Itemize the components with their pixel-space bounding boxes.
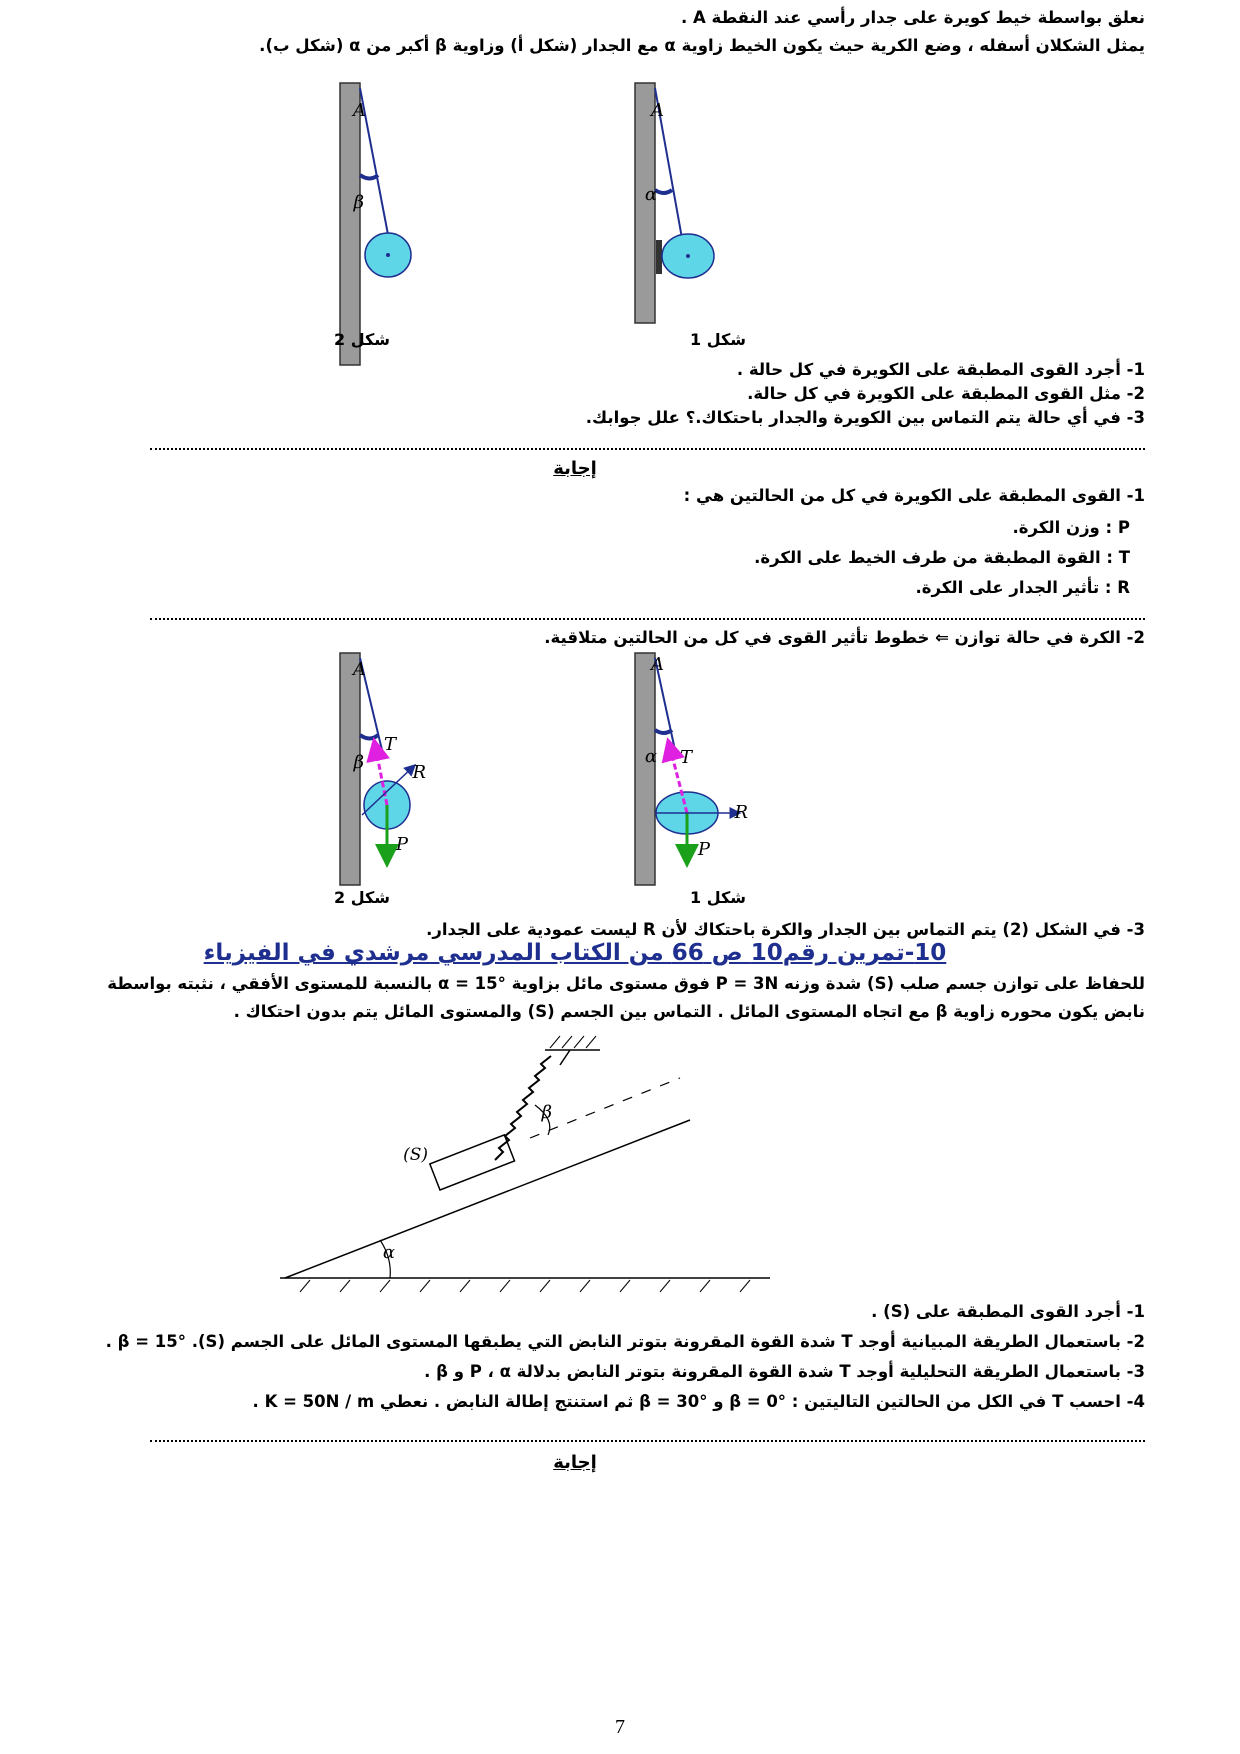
answer1-weight: P : وزن الكرة. (1012, 518, 1130, 537)
figure-1-forces (635, 653, 748, 885)
page-number: 7 (615, 1716, 625, 1738)
fig1a-vec-R: R (734, 802, 748, 823)
answer1-intro: 1- القوى المطبقة على الكويرة في كل من الحالتين هي : (683, 486, 1145, 505)
spring-beta: β (541, 1102, 552, 1123)
fig2a-caption: شكل 2 (334, 888, 391, 907)
figure-answer-pair (330, 650, 790, 920)
fig1a-vec-P: P (697, 839, 710, 860)
question-3: 3- في أي حالة يتم التماس بين الكويرة والجدار باحتكاك.؟ علل جوابك. (585, 408, 1145, 427)
figure-2-forces (340, 653, 426, 885)
fig1-label-A: A (651, 100, 664, 121)
figure-1-ball-on-wall (635, 83, 714, 323)
exercise-line-2: نابض يكون محوره زاوية β مع اتجاه المستوى المائل . التماس بين الجسم (S) والمستوى المائل يتم بدون احتكاك . (233, 1002, 1145, 1021)
fig2-caption: شكل 2 (334, 330, 391, 349)
answer3-text: 3- في الشكل (2) يتم التماس بين الجدار والكرة باحتكاك لأن R ليست عمودية على الجدار. (426, 920, 1145, 939)
fig2-label-A: A (353, 100, 366, 121)
exercise-q2: 2- باستعمال الطريقة المبيانية أوجد T شدة القوة المقرونة بتوتر النابض التي يطبقها المستوى المائل على الجسم (S). β = 15° . (105, 1332, 1145, 1351)
exercise-q4: 4- احسب T في الكل من الحالتين التاليتين : β = 0° و β = 30° ثم استنتج إطالة النابض . نعطي K = 50N / m . (252, 1392, 1145, 1411)
figure-2-ball-on-wall (340, 83, 411, 365)
incline-alpha: α (382, 1242, 395, 1263)
fig1a-label-A: A (651, 654, 664, 675)
fig1-label-alpha: α (644, 184, 657, 205)
answer1-reaction: R : تأثير الجدار على الكرة. (915, 578, 1130, 597)
answer-heading-1: إجابة (553, 458, 597, 479)
exercise-q3: 3- باستعمال الطريقة التحليلية أوجد T شدة القوة المقرونة بتوتر النابض بدلالة P ، α و β . (424, 1362, 1145, 1381)
fig2a-vec-T: T (383, 734, 396, 755)
separator-dots (150, 1440, 1145, 1442)
exercise-q1: 1- أجرد القوى المطبقة على (S) . (871, 1302, 1145, 1321)
fig1a-caption: شكل 1 (690, 888, 747, 907)
fig1a-vec-T: T (679, 747, 692, 768)
fig1a-label-alpha: α (644, 746, 657, 767)
intro-line-1: نعلق بواسطة خيط كويرة على جدار رأسي عند النقطة A . (681, 8, 1145, 27)
fig1-caption: شكل 1 (690, 330, 747, 349)
intro-line-2: يمثل الشكلان أسفله ، وضع الكرية حيث يكون الخيط زاوية α مع الجدار (شكل أ) وزاوية β أكبر من α (شكل ب). (259, 36, 1145, 55)
fig2a-vec-R: R (412, 762, 426, 783)
fig2a-label-A: A (353, 659, 366, 680)
question-1: 1- أجرد القوى المطبقة على الكويرة في كل حالة . (736, 360, 1145, 379)
fig2a-vec-P: P (395, 834, 408, 855)
exercise-line-1: للحفاظ على توازن جسم صلب (S) شدة وزنه P = 3N فوق مستوى مائل بزاوية α = 15° بالنسبة للمستوى الأفقي ، نثبته بواسطة (107, 974, 1145, 993)
answer1-tension: T : القوة المطبقة من طرف الخيط على الكرة. (754, 548, 1130, 567)
separator-dots (150, 448, 1145, 450)
exercise-title: 10-تمرين رقم10 ص 66 من الكتاب المدرسي مرشدي في الفيزياء (203, 940, 947, 966)
figure-inclined-plane (270, 1030, 830, 1300)
fig2-label-beta: β (353, 192, 364, 213)
separator-dots (150, 618, 1145, 620)
block-label-S: (S) (403, 1145, 428, 1165)
fig2a-label-beta: β (353, 752, 364, 773)
answer2-text: 2- الكرة في حالة توازن ⇐ خطوط تأثير القوى في كل من الحالتين متلاقية. (544, 628, 1145, 647)
question-2: 2- مثل القوى المطبقة على الكويرة في كل حالة. (747, 384, 1145, 403)
answer-heading-2: إجابة (553, 1452, 597, 1473)
